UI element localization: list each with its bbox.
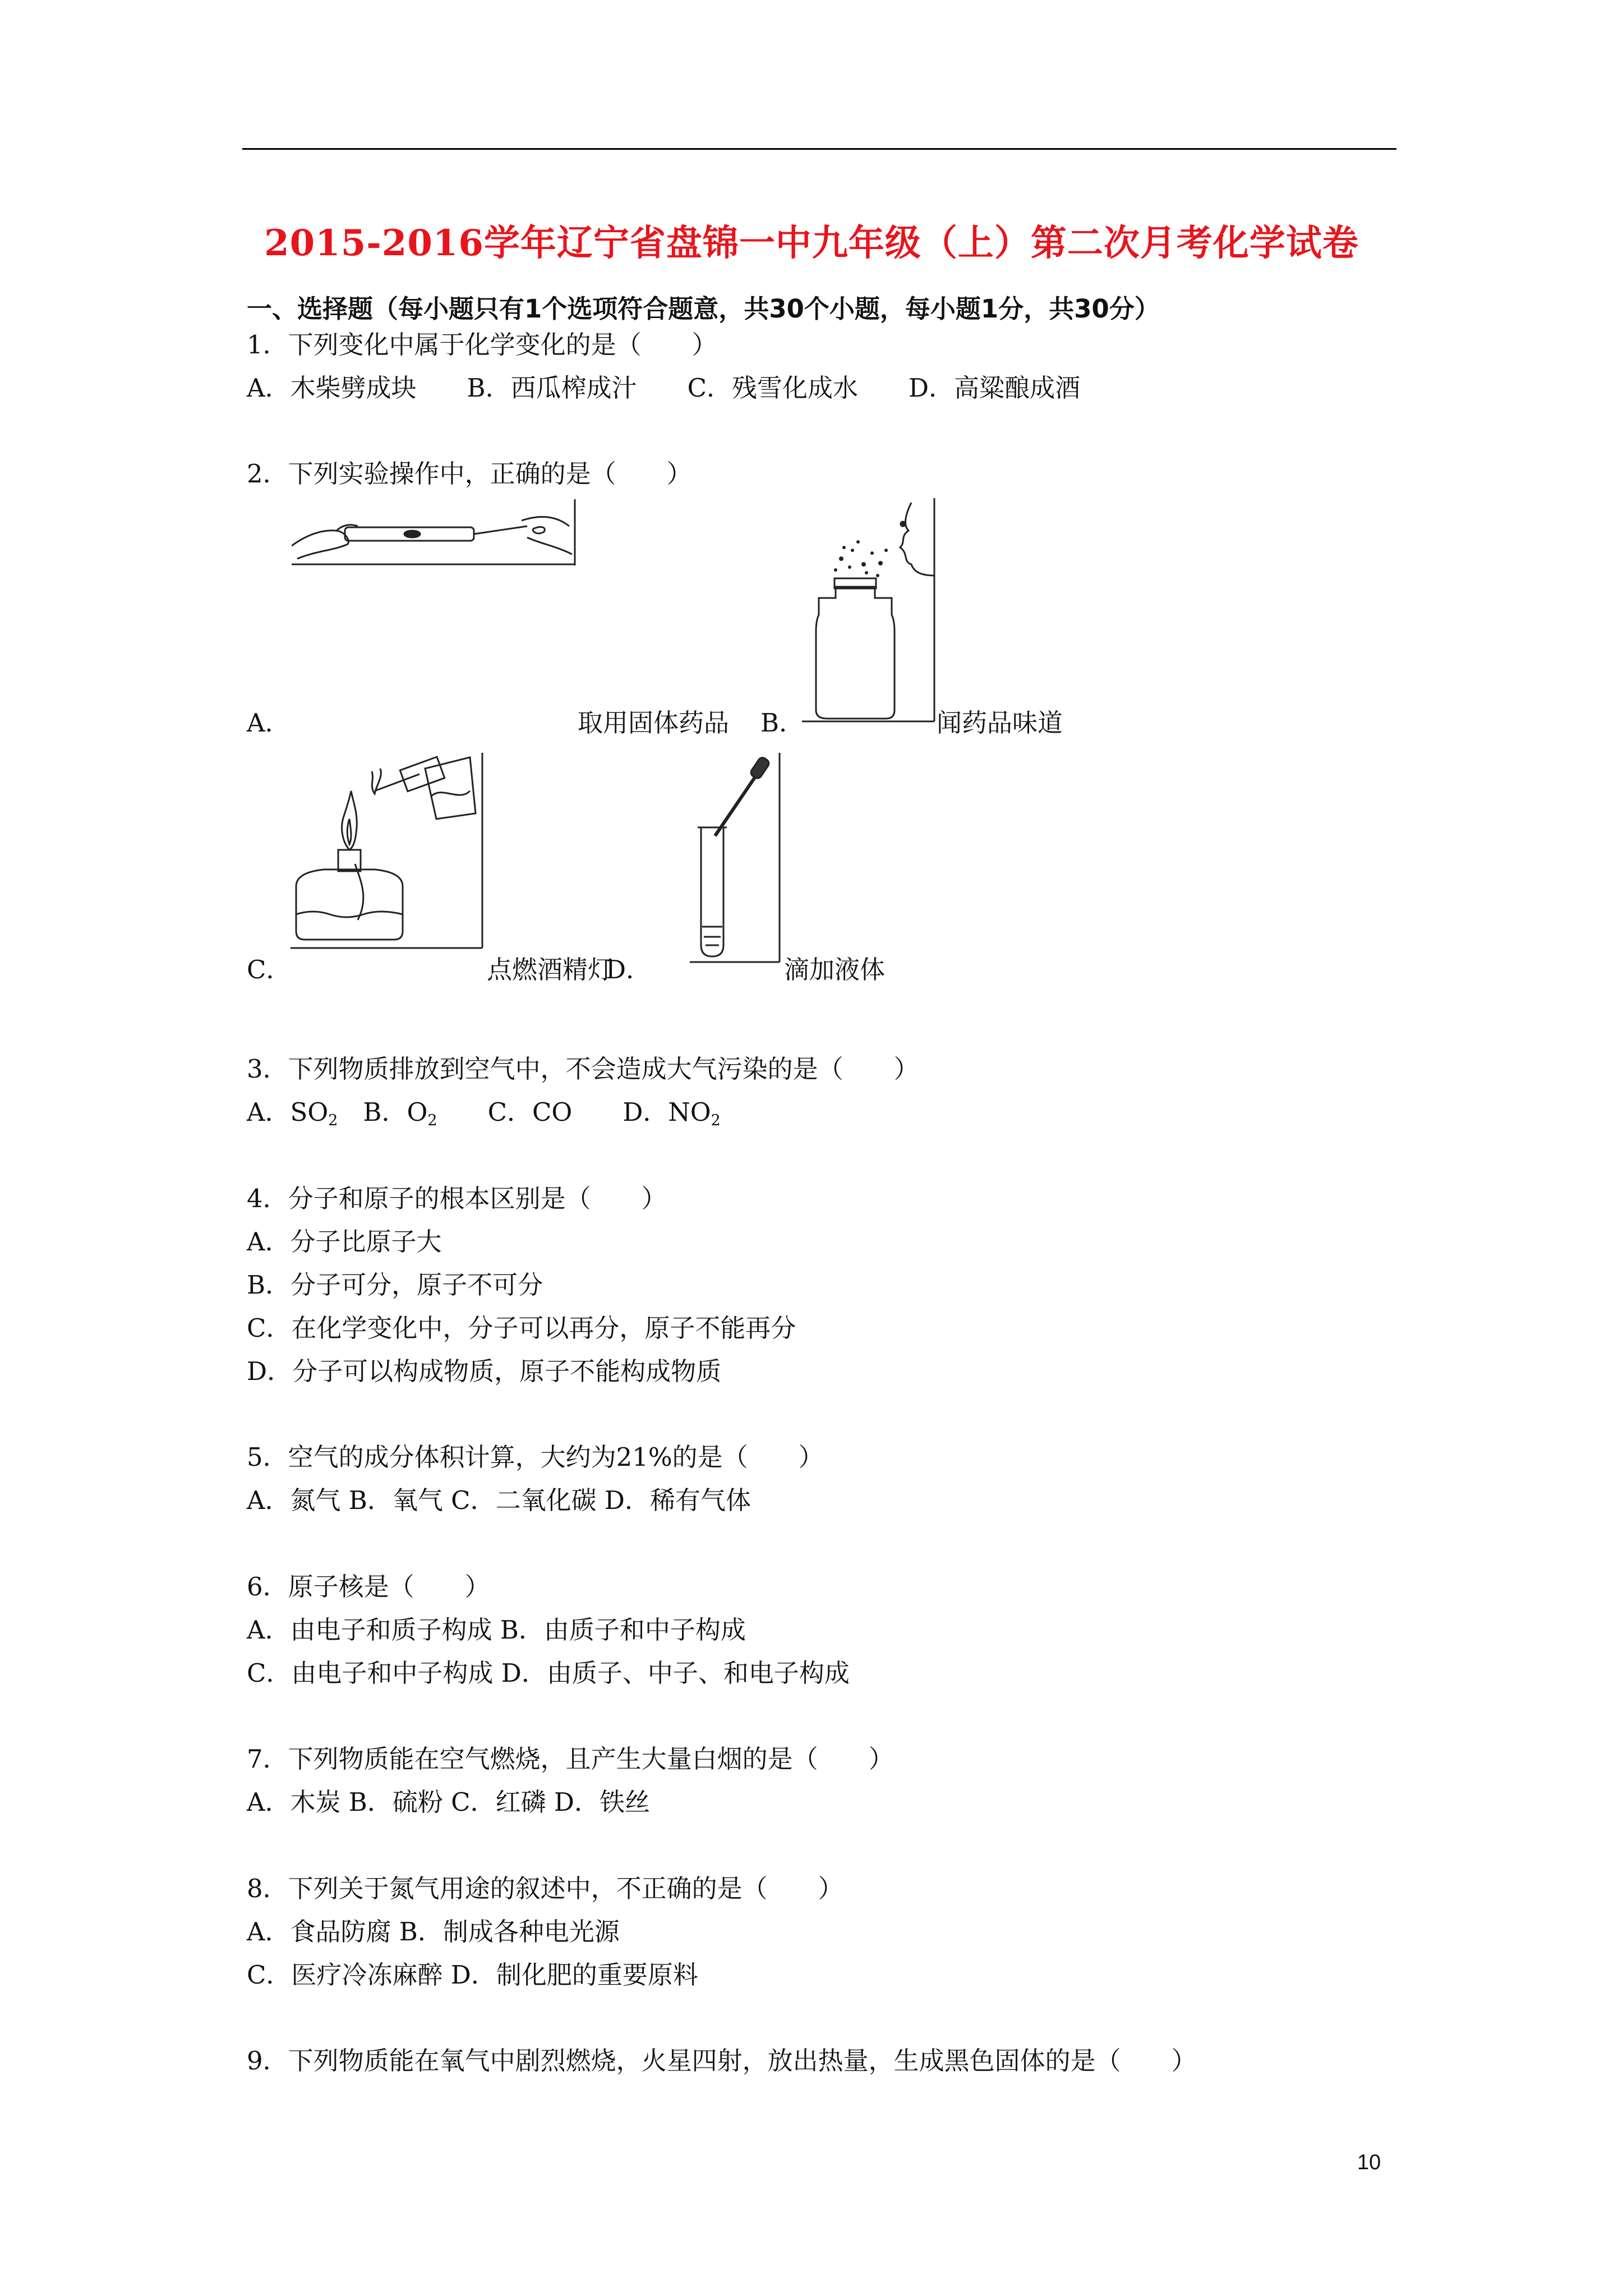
- q3-option-b: B．O: [338, 1097, 428, 1127]
- q2-stem: 2．下列实验操作中，正确的是（ ）: [247, 459, 692, 489]
- q2-d-letter: D．: [606, 955, 652, 984]
- section-heading: 一、选择题（每小题只有1个选项符合题意，共30个小题，每小题1分，共30分）: [247, 294, 1160, 324]
- q1-stem: 1．下列变化中属于化学变化的是（ ）: [247, 330, 717, 360]
- q2-b-caption: 闻药品味道: [937, 708, 1063, 738]
- q6-options-line1: A．由电子和质子构成 B．由质子和中子构成: [247, 1615, 746, 1645]
- q8-options-line1: A．食品防腐 B．制成各种电光源: [247, 1917, 620, 1947]
- q6-stem: 6．原子核是（ ）: [247, 1572, 490, 1602]
- q2-a-caption: 取用固体药品: [578, 708, 730, 738]
- q3-stem: 3．下列物质排放到空气中，不会造成大气污染的是（ ）: [247, 1054, 919, 1084]
- q7-stem: 7．下列物质能在空气燃烧，且产生大量白烟的是（ ）: [247, 1744, 894, 1774]
- q3-options: [247, 1099, 721, 1128]
- q2-d-caption: 滴加液体: [784, 955, 886, 984]
- q6-options-line2: C．由电子和中子构成 D．由质子、中子、和电子构成: [247, 1658, 850, 1688]
- q4-option-a: A．分子比原子大: [247, 1227, 442, 1257]
- figure-c-alcohol-lamp: [291, 752, 488, 954]
- q3-option-d-subscript: 2: [711, 1112, 721, 1129]
- q2-a-letter: A．: [247, 708, 291, 738]
- q4-option-c: C．在化学变化中，分子可以再分，原子不能再分: [247, 1313, 796, 1343]
- header-rule: [242, 148, 1396, 150]
- q5-options: A．氮气 B．氧气 C．二氧化碳 D．稀有气体: [247, 1485, 751, 1515]
- q4-stem: 4．分子和原子的根本区别是（ ）: [247, 1184, 667, 1213]
- q9-stem: 9．下列物质能在氧气中剧烈燃烧，火星四射，放出热量，生成黑色固体的是（ ）: [247, 2046, 1197, 2076]
- q3-option-a-subscript: 2: [328, 1112, 338, 1129]
- q7-options: A．木炭 B．硫粉 C．红磷 D．铁丝: [247, 1787, 650, 1817]
- exam-title: 2015-2016学年辽宁省盘锦一中九年级（上）第二次月考化学试卷: [264, 222, 1359, 264]
- q3-option-b-subscript: 2: [427, 1112, 437, 1129]
- q4-option-d: D．分子可以构成物质，原子不能构成物质: [247, 1356, 722, 1386]
- q2-c-letter: C．: [247, 955, 292, 984]
- q8-options-line2: C．医疗冷冻麻醉 D．制化肥的重要原料: [247, 1960, 698, 1990]
- q4-option-b: B．分子可分，原子不可分: [247, 1270, 543, 1300]
- q3-option-a: A．SO: [247, 1097, 329, 1127]
- page-number: 10: [1357, 2151, 1381, 2174]
- q1-options: A．木柴劈成块 B．西瓜榨成汁 C．残雪化成水 D．高粱酿成酒: [247, 373, 1081, 403]
- q2-b-letter: B．: [760, 708, 805, 738]
- q3-option-c-d: C．CO D．NO: [437, 1097, 711, 1127]
- q2-c-caption: 点燃酒精灯: [487, 955, 614, 984]
- figure-a-solid-reagent: [292, 498, 578, 567]
- q8-stem: 8．下列关于氮气用途的叙述中，不正确的是（ ）: [247, 1874, 843, 1903]
- q5-stem: 5．空气的成分体积计算，大约为21%的是（ ）: [247, 1442, 824, 1472]
- figure-b-smell-reagent: [802, 497, 942, 727]
- figure-d-dropper: [690, 752, 785, 968]
